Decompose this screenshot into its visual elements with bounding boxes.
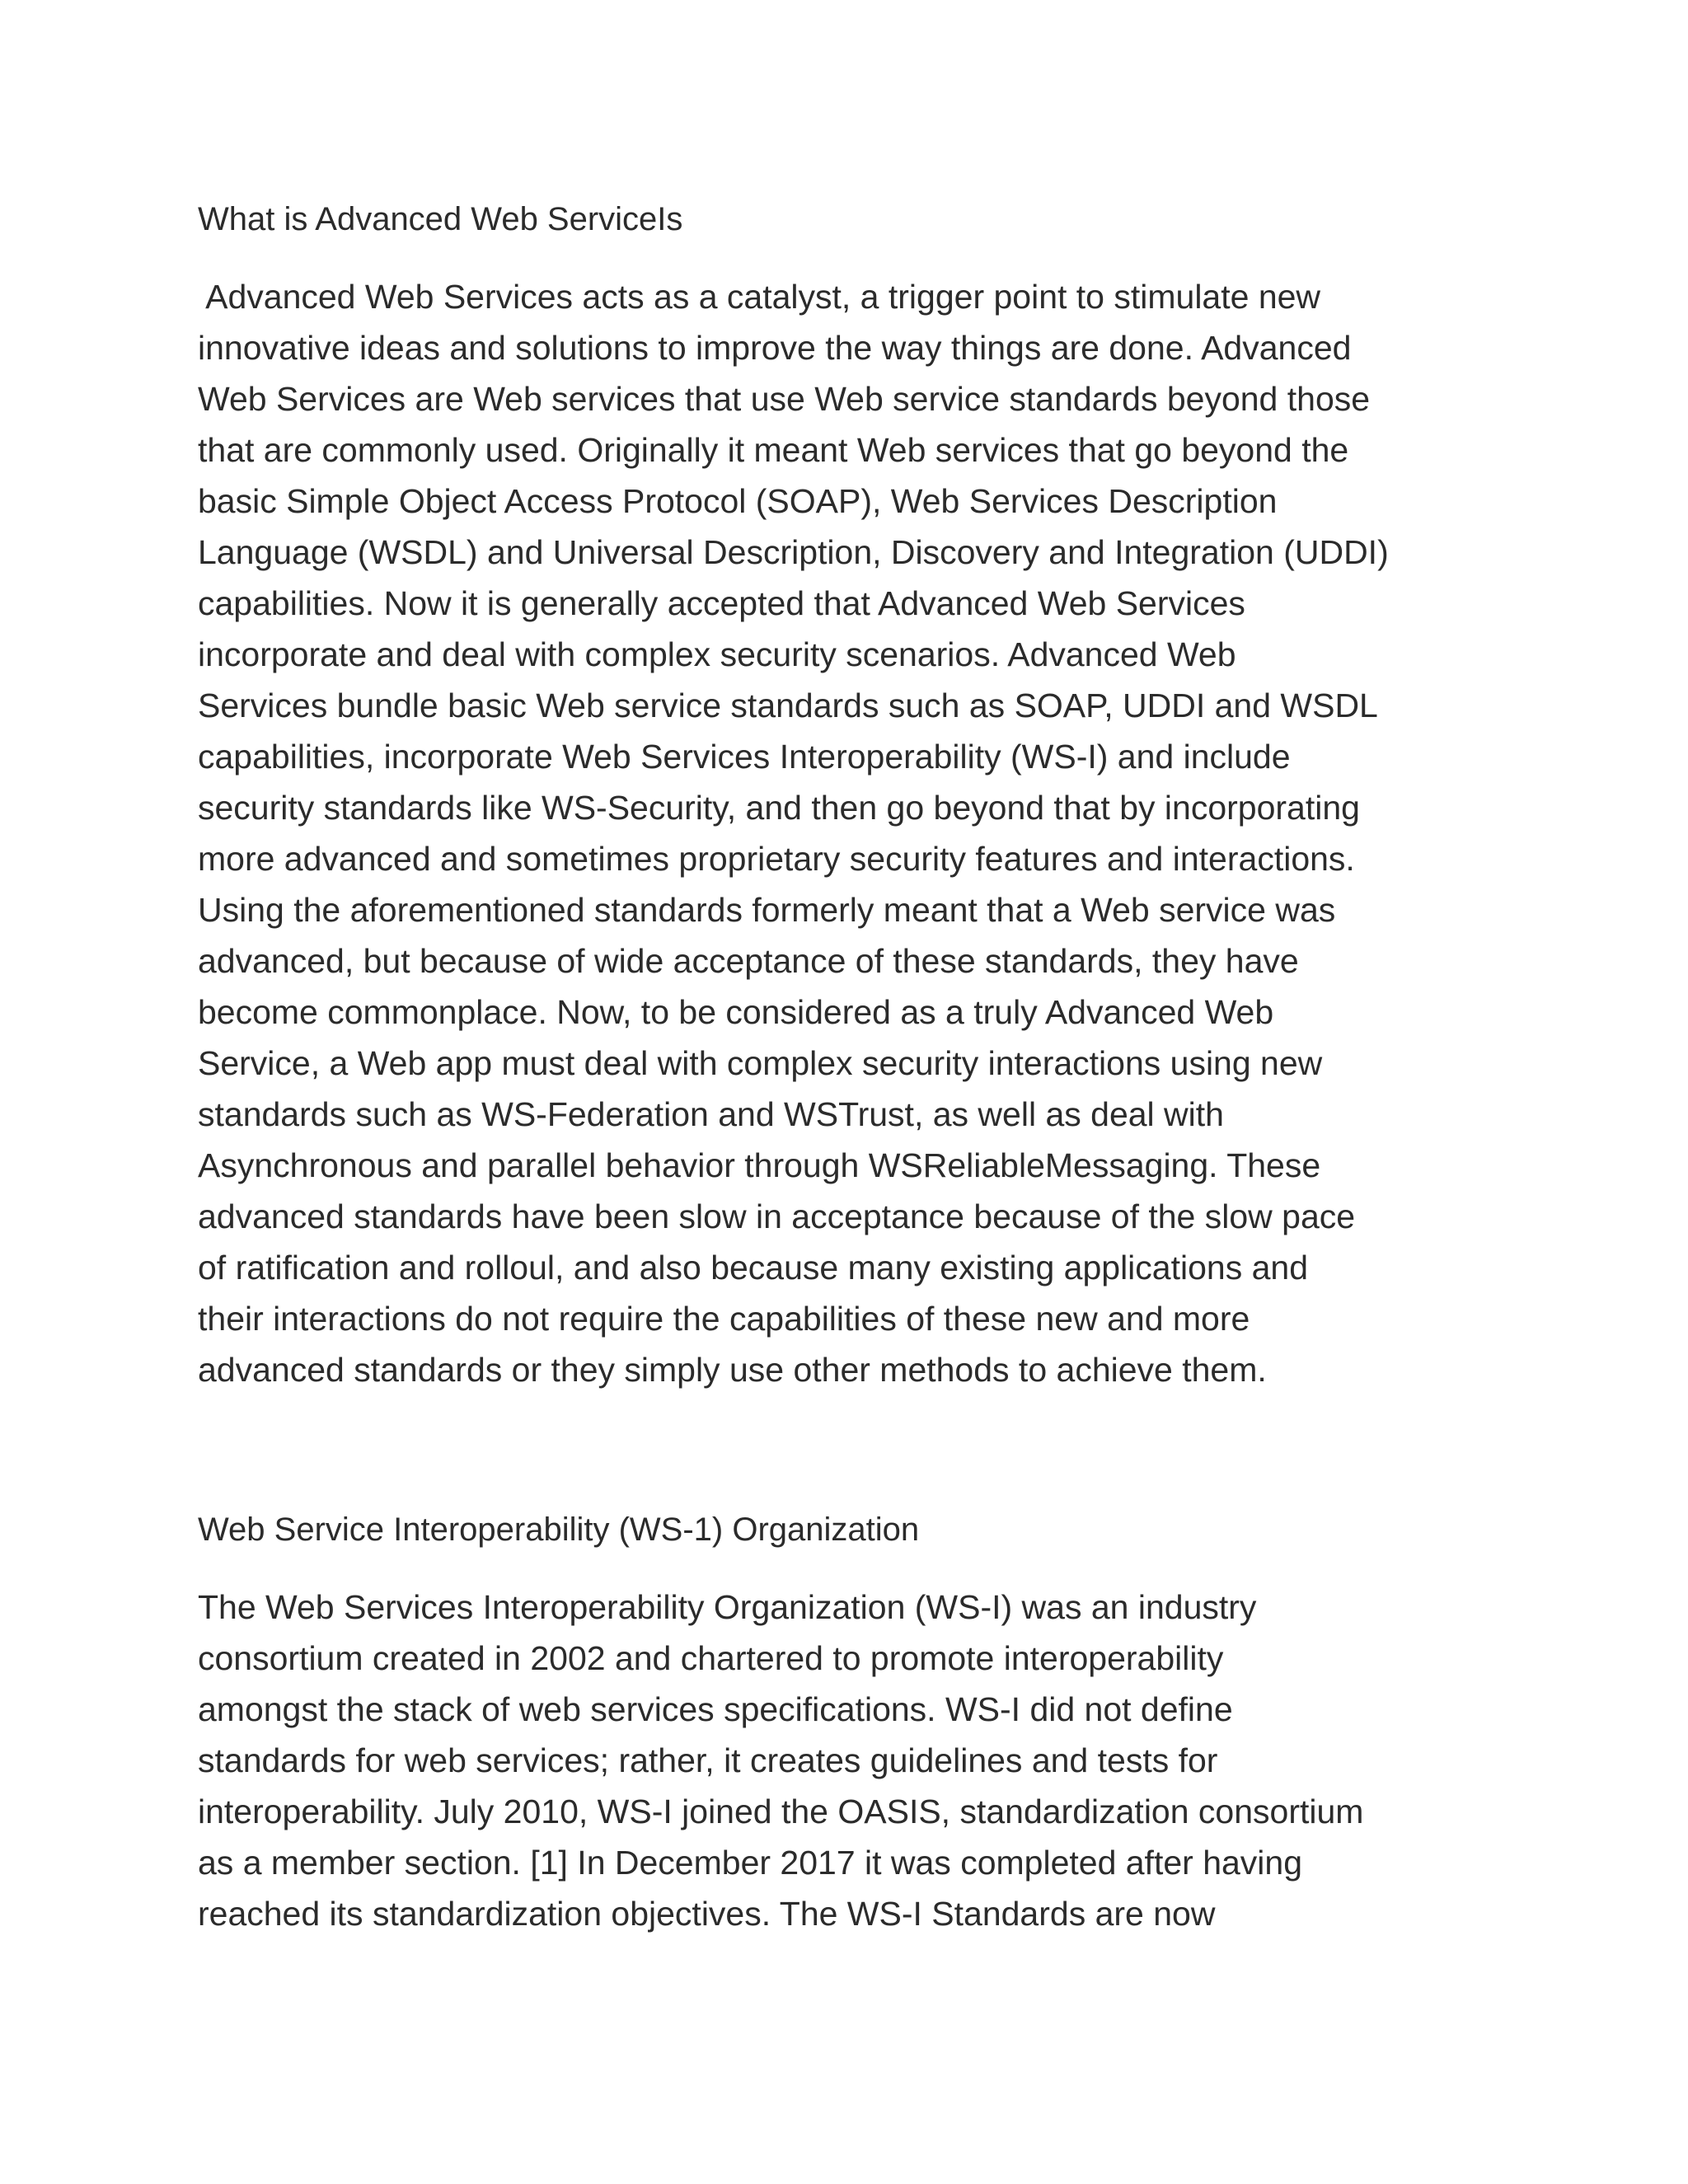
text-line: Language (WSDL) and Universal Description, Discovery and Integration (UDDI) bbox=[198, 533, 1389, 571]
text-line: that are commonly used. Originally it meant Web services that go beyond the bbox=[198, 431, 1349, 469]
text-line: reached its standardization objectives. The WS-I Standards are now bbox=[198, 1895, 1216, 1933]
section-heading-advanced-web-services: What is Advanced Web ServiceIs bbox=[198, 201, 683, 237]
text-line: more advanced and sometimes proprietary security features and interactions. bbox=[198, 840, 1355, 878]
text-line: innovative ideas and solutions to improve the way things are done. Advanced bbox=[198, 329, 1352, 367]
text-line: security standards like WS-Security, and then go beyond that by incorporating bbox=[198, 789, 1360, 827]
text-line: standards for web services; rather, it creates guidelines and tests for bbox=[198, 1741, 1218, 1779]
text-line: of ratification and rolloul, and also because many existing applications and bbox=[198, 1249, 1308, 1286]
text-line: basic Simple Object Access Protocol (SOAP), Web Services Description bbox=[198, 482, 1278, 520]
text-line: become commonplace. Now, to be considered as a truly Advanced Web bbox=[198, 993, 1274, 1031]
text-line: amongst the stack of web services specifications. WS-I did not define bbox=[198, 1690, 1233, 1728]
text-line: Web Services are Web services that use Web service standards beyond those bbox=[198, 380, 1371, 418]
text-line: incorporate and deal with complex security scenarios. Advanced Web bbox=[198, 635, 1236, 673]
text-line: Advanced Web Services acts as a catalyst, a trigger point to stimulate new bbox=[198, 278, 1321, 316]
text-line: advanced standards have been slow in acceptance because of the slow pace bbox=[198, 1197, 1356, 1235]
text-line: advanced standards or they simply use other methods to achieve them. bbox=[198, 1351, 1267, 1389]
text-line: capabilities. Now it is generally accepted that Advanced Web Services bbox=[198, 584, 1245, 622]
text-line: Services bundle basic Web service standards such as SOAP, UDDI and WSDL bbox=[198, 687, 1378, 724]
text-line: as a member section. [1] In December 2017 it was completed after having bbox=[198, 1844, 1303, 1882]
text-line: interoperability. July 2010, WS-I joined the OASIS, standardization consortium bbox=[198, 1793, 1364, 1830]
text-line: advanced, but because of wide acceptance of these standards, they have bbox=[198, 942, 1299, 980]
text-line: their interactions do not require the capabilities of these new and more bbox=[198, 1300, 1250, 1338]
text-line: Using the aforementioned standards formerly meant that a Web service was bbox=[198, 891, 1336, 929]
text-line: capabilities, incorporate Web Services Interoperability (WS-I) and include bbox=[198, 738, 1291, 776]
text-line: The Web Services Interoperability Organization (WS-I) was an industry bbox=[198, 1588, 1257, 1626]
section-heading-ws-i-organization: Web Service Interoperability (WS-1) Organization bbox=[198, 1511, 920, 1548]
text-line: standards such as WS-Federation and WSTrust, as well as deal with bbox=[198, 1095, 1224, 1133]
text-line: Service, a Web app must deal with complex security interactions using new bbox=[198, 1044, 1323, 1082]
text-line: consortium created in 2002 and chartered to promote interoperability bbox=[198, 1639, 1224, 1677]
text-line: Asynchronous and parallel behavior through WSReliableMessaging. These bbox=[198, 1146, 1321, 1184]
